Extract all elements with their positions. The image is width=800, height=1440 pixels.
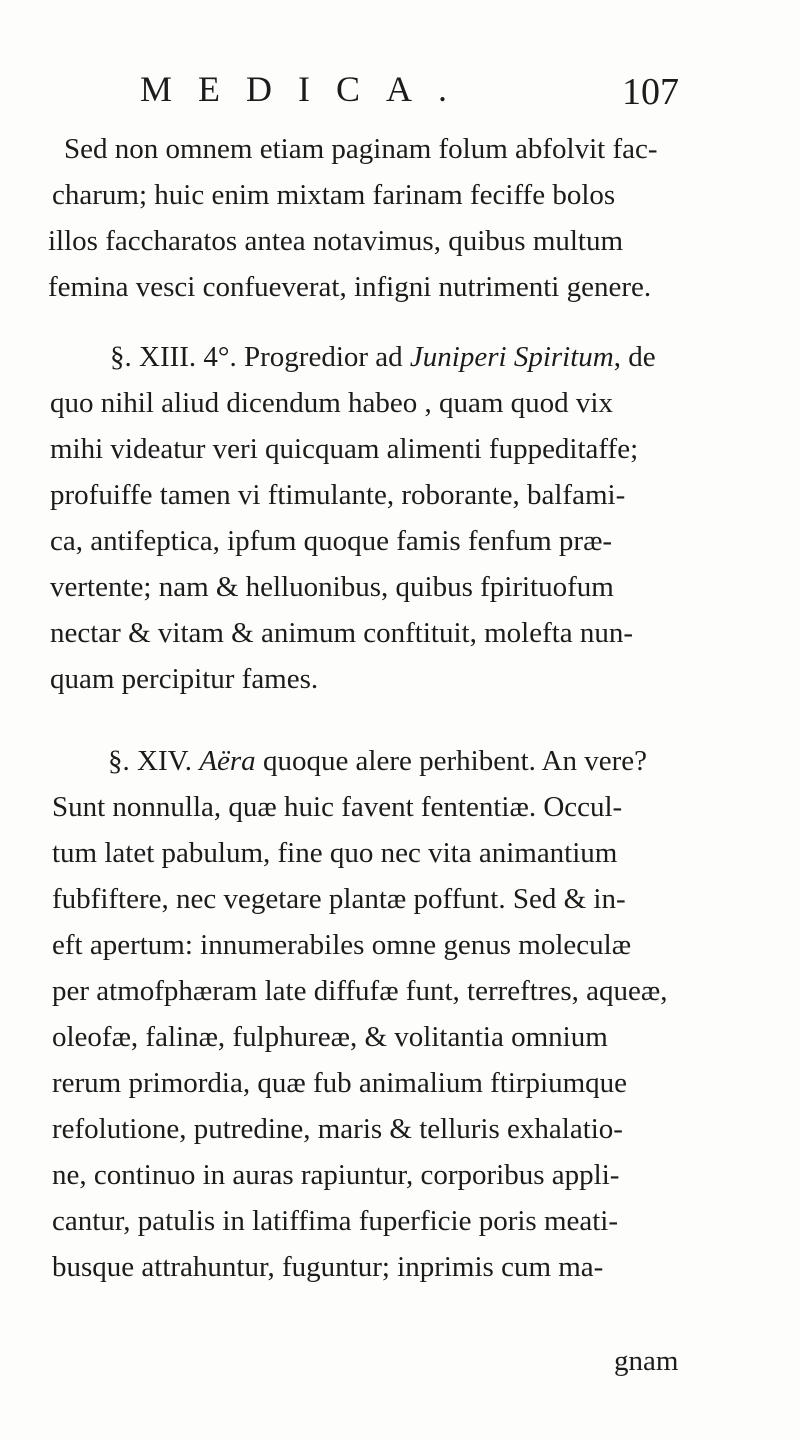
text-line: quam percipitur fames. [50, 663, 319, 695]
text-line: ca, antifeptica, ipfum quoque famis fenfum præ- [50, 525, 613, 557]
section-lead: §. XIV. [108, 745, 200, 777]
text-line: Sunt nonnulla, quæ huic favent fententiæ. Occul- [52, 791, 623, 823]
text-line: rerum primordia, quæ fub animalium ftirpiumque [52, 1067, 628, 1099]
text-line: busque attrahuntur, fuguntur; inprimis cum ma- [52, 1251, 604, 1283]
text-line: refolutione, putredine, maris & telluris exhalatio- [52, 1113, 623, 1145]
text-line: vertente; nam & helluonibus, quibus fpirituofum [50, 571, 614, 603]
text-line: charum; huic enim mixtam farinam feciffe bolos [52, 179, 616, 211]
text-line: femina vesci confueverat, infigni nutrimenti genere. [48, 271, 652, 303]
text-line [110, 334, 656, 380]
catchword: gnam [614, 1345, 679, 1377]
text-line: oleofæ, falinæ, fulphureæ, & volitantia omnium [52, 1021, 608, 1053]
text-line: Sed non omnem etiam paginam folum abfolvit fac- [64, 133, 658, 165]
section-subject: Aëra [199, 745, 256, 777]
section-tail: quoque alere perhibent. An vere? [255, 745, 648, 777]
section-subject: Juniperi Spiritum [409, 341, 614, 373]
text-line: ne, continuo in auras rapiuntur, corporibus appli- [52, 1159, 620, 1191]
running-head-title: MEDICA. [140, 69, 473, 109]
text-line: profuiffe tamen vi ftimulante, roborante, balfami- [50, 479, 626, 511]
text-line: nectar & vitam & animum conftituit, molefta nun- [50, 617, 634, 649]
page-number: 107 [622, 71, 679, 113]
text-line: illos faccharatos antea notavimus, quibus multum [48, 225, 624, 257]
text-line: tum latet pabulum, fine quo nec vita animantium [52, 837, 618, 869]
text-line: fubfiftere, nec vegetare plantæ poffunt. Sed & in- [52, 883, 626, 915]
section-tail: , de [613, 341, 656, 373]
section-lead: §. XIII. 4°. Progredior ad [110, 341, 410, 373]
text-line: per atmofphæram late diffufæ funt, terreftres, aqueæ, [52, 975, 668, 1007]
text-line: cantur, patulis in latiffima fuperficie poris meati- [52, 1205, 619, 1237]
text-line: quo nihil aliud dicendum habeo , quam quod vix [50, 387, 613, 419]
text-line [108, 738, 647, 784]
running-head [140, 68, 700, 118]
text-line: eft apertum: innumerabiles omne genus moleculæ [52, 929, 632, 961]
text-line: mihi videatur veri quicquam alimenti fuppeditaffe; [50, 433, 639, 465]
